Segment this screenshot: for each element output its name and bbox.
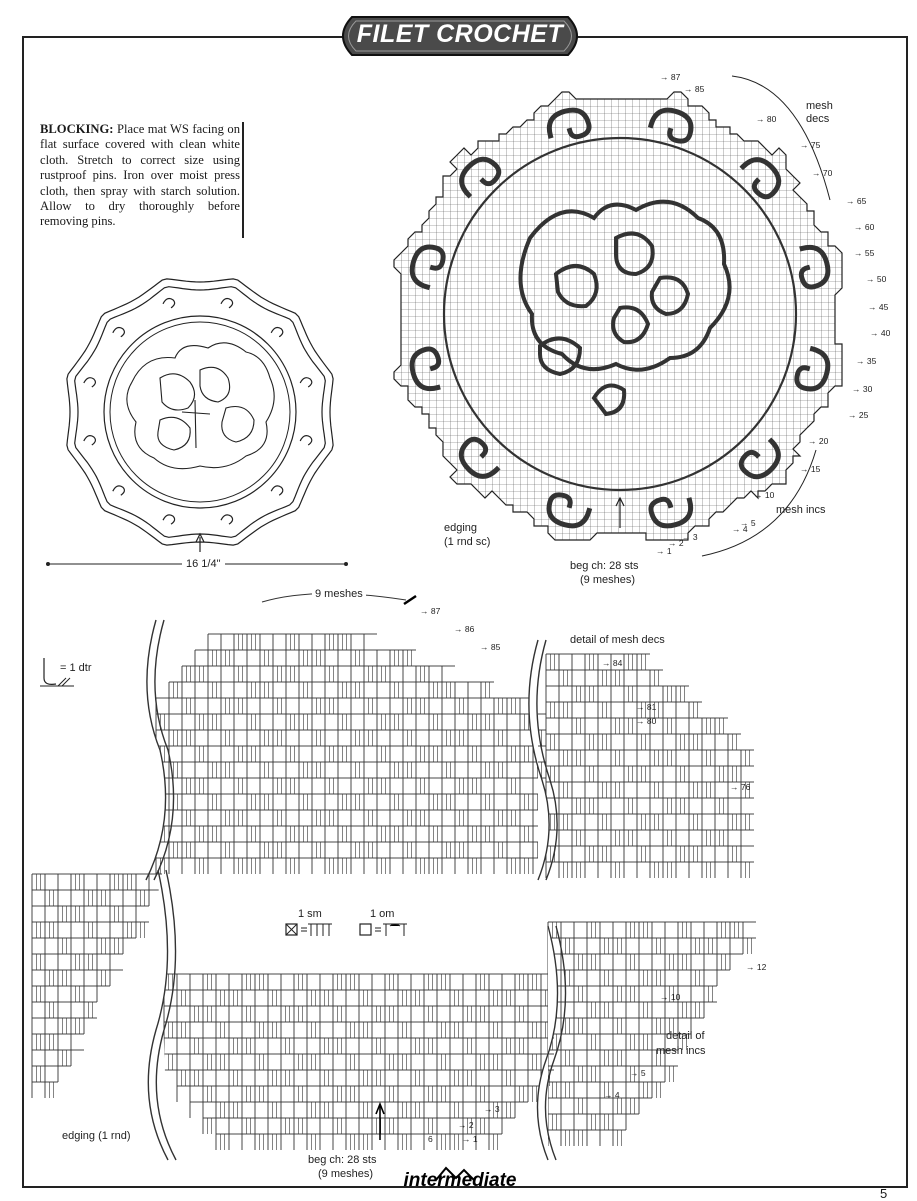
page-title: FILET CROCHET (356, 20, 564, 48)
incs-row-number: → 10 (660, 992, 681, 1002)
round-row-number: → 55 (854, 248, 875, 258)
round-row-number: → 45 (868, 302, 889, 312)
page-number: 5 (880, 1186, 888, 1201)
round-row-number: → 40 (870, 328, 891, 338)
mesh-decs-bracket (730, 74, 850, 204)
round-row-number: → 70 (812, 168, 833, 178)
incs-row-number: 6 (428, 1134, 433, 1144)
blocking-instructions (40, 122, 240, 230)
detail-mesh-decs-title: detail of mesh decs (570, 634, 665, 646)
blocking-body: Place mat WS facing on flat surface covered with clean white cloth. Stretch to correct size using rustproof pins. Iron over moist press cloth, then spray with starch solution. Allow to dry thoroughly before removing pins. (40, 122, 240, 229)
incs-row-number: → 4 (604, 1090, 620, 1100)
round-row-number: → 30 (852, 384, 873, 394)
round-row-number: → 65 (846, 196, 867, 206)
detail-mesh-decs-chart (126, 590, 766, 880)
round-row-number: → 1 (656, 546, 672, 556)
round-row-number: → 4 (732, 524, 748, 534)
decs-row-number: → 80 (636, 716, 657, 726)
round-row-number: → 85 (684, 84, 705, 94)
edging-sub-label: (1 rnd sc) (444, 536, 491, 548)
round-row-number: → 35 (856, 356, 877, 366)
round-row-number: → 5 (740, 518, 756, 528)
round-row-number: → 2 (668, 538, 684, 548)
mesh-decs-label: mesh decs (806, 100, 833, 125)
incs-row-number: → 2 (458, 1120, 474, 1130)
legend-om-label: 1 om (370, 908, 395, 920)
detail-mesh-incs-title-1: detail of (666, 1030, 705, 1042)
decs-row-number: → 85 (480, 642, 501, 652)
incs-beg-ch-sub-label: (9 meshes) (318, 1168, 374, 1180)
detail-mesh-incs-chart (28, 870, 776, 1170)
round-row-number: → 75 (800, 140, 821, 150)
blocking-rule (242, 122, 244, 238)
legend-sm-label: 1 sm (298, 908, 322, 920)
incs-row-number: → 5 (630, 1068, 646, 1078)
place-mat-illustration (50, 262, 350, 562)
round-row-number: → 50 (866, 274, 887, 284)
dtr-legend-label: = 1 dtr (60, 662, 92, 674)
incs-beg-ch-label: beg ch: 28 sts (308, 1154, 377, 1166)
detail-mesh-incs-title-2: mesh incs (656, 1045, 706, 1057)
round-row-number: → 87 (660, 72, 681, 82)
round-row-number: → 20 (808, 436, 829, 446)
incs-row-number: → 12 (746, 962, 767, 972)
edging-one-rnd-label: edging (1 rnd) (62, 1130, 131, 1142)
round-row-number: → 60 (854, 222, 875, 232)
mesh-incs-label: mesh incs (776, 504, 826, 516)
decs-row-number: → 76 (730, 782, 751, 792)
beg-ch-label: beg ch: 28 sts (570, 560, 639, 572)
incs-row-number: → 1 (462, 1134, 478, 1144)
incs-row-number: → 3 (484, 1104, 500, 1114)
decs-row-number: → 86 (454, 624, 475, 634)
decs-row-number: → 87 (420, 606, 441, 616)
beg-ch-sub-label: (9 meshes) (580, 574, 636, 586)
mat-dimension: 16 1/4" (182, 558, 225, 570)
round-row-number: → 10 (754, 490, 775, 500)
skill-level-label: intermediate (403, 1170, 517, 1191)
nine-meshes-label: 9 meshes (312, 588, 366, 600)
round-row-number: → 3 (682, 532, 698, 542)
frame-right-border (906, 36, 908, 1186)
blocking-heading: BLOCKING: (40, 122, 114, 136)
round-row-number: → 15 (800, 464, 821, 474)
frame-left-border (22, 36, 24, 1186)
round-row-number: → 25 (848, 410, 869, 420)
decs-row-number: → 81 (636, 702, 657, 712)
edging-label: edging (444, 522, 478, 534)
decs-row-number: → 84 (602, 658, 623, 668)
round-row-number: → 80 (756, 114, 777, 124)
